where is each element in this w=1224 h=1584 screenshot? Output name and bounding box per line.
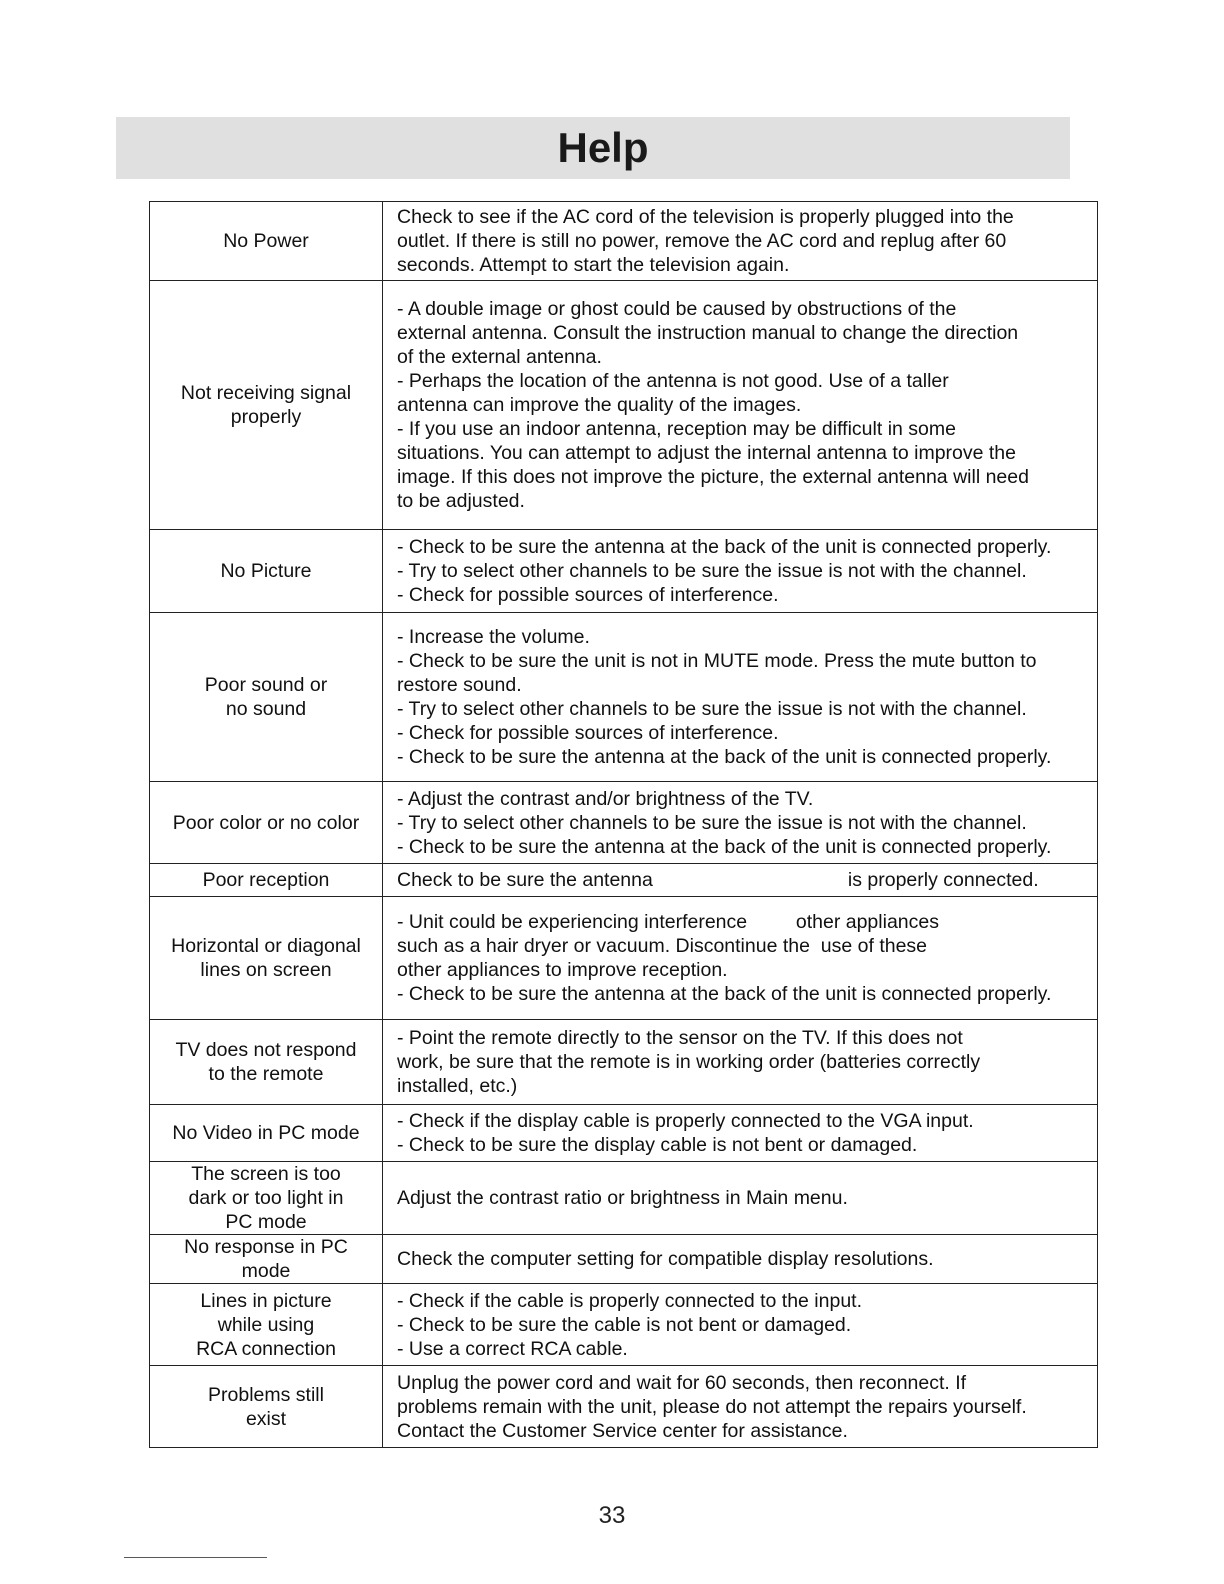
solution-text: - Increase the volume. (397, 626, 590, 648)
solution-text: antenna can improve the quality of the images. (397, 394, 802, 416)
solution-text: situations. You can attempt to adjust the internal antenna to improve the (397, 442, 1016, 464)
solution-text: - Check to be sure the antenna at the back of the unit is connected properly. (397, 536, 1052, 558)
solution-text: seconds. Attempt to start the television again. (397, 254, 790, 276)
solution-text: - Check to be sure the antenna at the back of the unit is connected properly. (397, 746, 1052, 768)
problem-text: The screen is too (191, 1163, 341, 1185)
solution-text: - Check for possible sources of interference. (397, 722, 779, 744)
solution-text: - Check to be sure the cable is not bent or damaged. (397, 1313, 852, 1336)
solution-text: Check to see if the AC cord of the television is properly plugged into the (397, 206, 1014, 228)
solution-text: such as a hair dryer or vacuum. Discontinue the use of these (397, 935, 928, 957)
problem-cell (150, 1366, 383, 1448)
page-title: Help (557, 124, 649, 171)
solution-text: - Perhaps the location of the antenna is not good. Use of a taller (397, 370, 949, 392)
solution-text: outlet. If there is still no power, remove the AC cord and replug after 60 (397, 230, 1007, 252)
solution-text: other appliances to improve reception. (397, 959, 728, 981)
problem-cell (150, 530, 383, 613)
problem-text: PC mode (225, 1211, 307, 1233)
problem-text: while using (217, 1313, 315, 1336)
problem-text: to the remote (208, 1063, 324, 1085)
solution-cell (383, 782, 1098, 864)
problem-text: dark or too light in (188, 1187, 344, 1209)
table-row (150, 864, 1098, 897)
solution-text: image. If this does not improve the picture, the external antenna will need (397, 466, 1029, 488)
problem-text: properly (230, 406, 302, 428)
solution-text: problems remain with the unit, please do not attempt the repairs yourself. (397, 1395, 1027, 1418)
table-row (150, 202, 1098, 281)
solution-cell (383, 1105, 1098, 1162)
title-banner (116, 117, 1070, 179)
solution-text: Unplug the power cord and wait for 60 seconds, then reconnect. If (397, 1371, 967, 1394)
solution-text: external antenna. Consult the instruction manual to change the direction (397, 322, 1019, 344)
table-row (150, 1162, 1098, 1235)
solution-text: - Try to select other channels to be sure the issue is not with the channel. (397, 811, 1027, 834)
solution-text: to be adjusted. (397, 490, 525, 512)
problem-text: mode (241, 1260, 291, 1282)
solution-text: - Use a correct RCA cable. (397, 1337, 628, 1360)
problem-cell (150, 864, 383, 897)
table-row (150, 281, 1098, 530)
table-row (150, 1284, 1098, 1366)
solution-text: - A double image or ghost could be caused by obstructions of the (397, 298, 957, 320)
solution-text: work, be sure that the remote is in working order (batteries correctly (397, 1051, 981, 1073)
problem-cell (150, 1162, 383, 1235)
table-row (150, 782, 1098, 864)
solution-cell (383, 281, 1098, 530)
problem-text: No Power (223, 230, 309, 252)
problem-text: Poor sound or (204, 674, 328, 696)
solution-text: Adjust the contrast ratio or brightness in Main menu. (397, 1187, 848, 1209)
problem-cell (150, 1284, 383, 1366)
solution-cell (383, 1162, 1098, 1235)
problem-text: RCA connection (196, 1337, 336, 1360)
solution-text: - Check for possible sources of interference. (397, 584, 779, 606)
problem-text: No Picture (220, 560, 312, 582)
troubleshooting-table-body (150, 202, 1098, 1448)
page-number: 33 (598, 1502, 626, 1529)
solution-cell (383, 530, 1098, 613)
problem-cell (150, 613, 383, 782)
problem-text: Poor color or no color (172, 811, 360, 834)
troubleshooting-table (149, 201, 1098, 1448)
solution-text: - Try to select other channels to be sure the issue is not with the channel. (397, 698, 1027, 720)
solution-text: - Point the remote directly to the sensor on the TV. If this does not (397, 1027, 963, 1049)
solution-cell (383, 864, 1098, 897)
problem-text: Poor reception (202, 869, 330, 891)
table-row (150, 1235, 1098, 1284)
solution-cell (383, 1366, 1098, 1448)
footer-rule (124, 1557, 267, 1558)
solution-text: - Check to be sure the unit is not in MUTE mode. Press the mute button to (397, 650, 1037, 672)
solution-text: - Check to be sure the display cable is not bent or damaged. (397, 1134, 918, 1156)
problem-text: Not receiving signal (180, 382, 352, 404)
table-row (150, 1020, 1098, 1105)
problem-text: No Video in PC mode (172, 1122, 360, 1144)
problem-text: lines on screen (200, 959, 332, 981)
solution-text: Contact the Customer Service center for assistance. (397, 1419, 848, 1442)
solution-text: - Check if the cable is properly connected to the input. (397, 1289, 863, 1312)
solution-text: - Unit could be experiencing interference other appliances (397, 911, 939, 933)
problem-cell (150, 897, 383, 1020)
problem-cell (150, 1235, 383, 1284)
table-row (150, 1366, 1098, 1448)
solution-text: Check to be sure the antenna is properly connected. (397, 869, 1039, 891)
table-row (150, 613, 1098, 782)
problem-cell (150, 782, 383, 864)
problem-text: Lines in picture (200, 1289, 332, 1312)
problem-cell (150, 202, 383, 281)
solution-cell (383, 1020, 1098, 1105)
problem-text: no sound (225, 698, 307, 720)
table-row (150, 530, 1098, 613)
solution-text: Check the computer setting for compatible display resolutions. (397, 1248, 934, 1270)
solution-cell (383, 202, 1098, 281)
solution-cell (383, 897, 1098, 1020)
problem-cell (150, 1105, 383, 1162)
solution-text: of the external antenna. (397, 346, 602, 368)
problem-text: No response in PC (184, 1236, 348, 1258)
table-row (150, 897, 1098, 1020)
solution-text: - Check to be sure the antenna at the back of the unit is connected properly. (397, 835, 1052, 858)
problem-text: Horizontal or diagonal (171, 935, 361, 957)
table-row (150, 1105, 1098, 1162)
solution-text: - Check if the display cable is properly connected to the VGA input. (397, 1110, 974, 1132)
solution-text: - If you use an indoor antenna, reception may be difficult in some (397, 418, 956, 440)
solution-text: restore sound. (397, 674, 522, 696)
problem-cell (150, 1020, 383, 1105)
solution-cell (383, 613, 1098, 782)
problem-text: Problems still (208, 1383, 324, 1406)
problem-text: exist (245, 1407, 287, 1430)
solution-text: installed, etc.) (397, 1075, 518, 1097)
solution-text: - Check to be sure the antenna at the back of the unit is connected properly. (397, 983, 1052, 1005)
solution-cell (383, 1235, 1098, 1284)
problem-text: TV does not respond (175, 1039, 357, 1061)
problem-cell (150, 281, 383, 530)
solution-cell (383, 1284, 1098, 1366)
solution-text: - Try to select other channels to be sure the issue is not with the channel. (397, 560, 1027, 582)
solution-text: - Adjust the contrast and/or brightness of the TV. (397, 787, 814, 810)
